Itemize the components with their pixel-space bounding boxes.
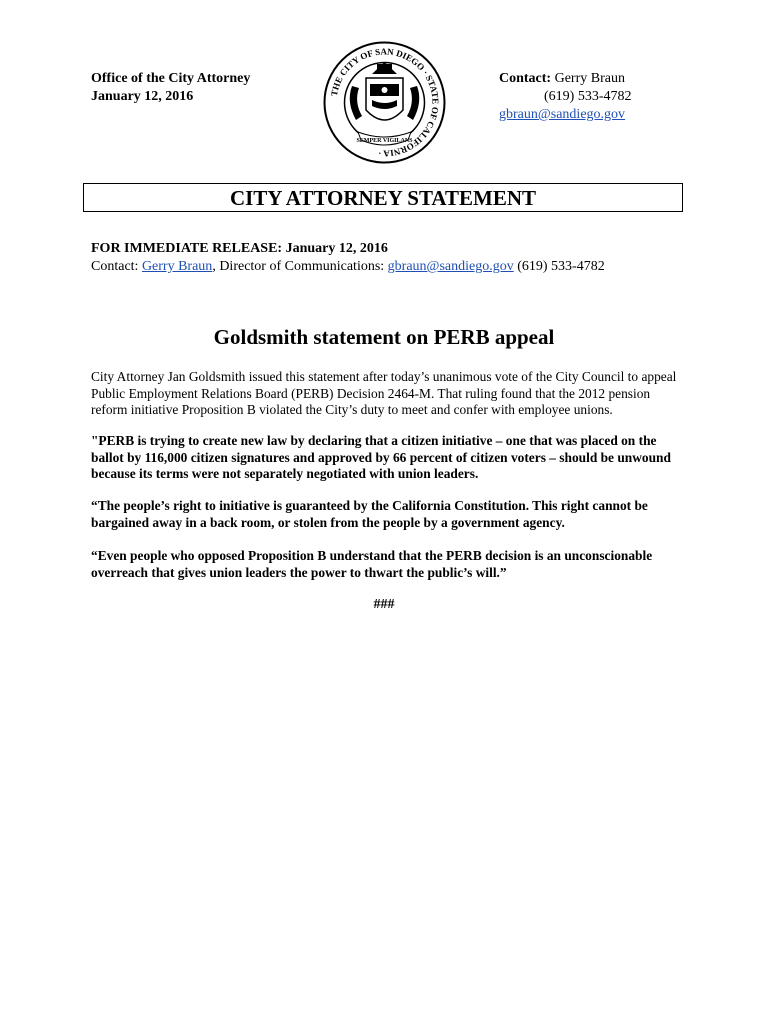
contact-name: Gerry Braun <box>554 71 625 86</box>
end-mark: ### <box>373 597 395 612</box>
seal-ring-text: THE CITY OF SAN DIEGO · STATE OF CALIFORNIA · <box>328 46 441 159</box>
release-label: FOR IMMEDIATE RELEASE: January 12, 2016 <box>91 241 388 256</box>
city-seal-icon <box>322 40 447 165</box>
page-title: CITY ATTORNEY STATEMENT <box>83 183 683 212</box>
release-contact-name-link[interactable]: Gerry Braun <box>141 259 213 274</box>
release-contact-email-link[interactable]: gbraun@sandiego.gov <box>387 259 514 274</box>
contact-email-link[interactable]: gbraun@sandiego.gov <box>499 107 626 122</box>
release-contact-middle: , Director of Communications: <box>212 259 388 274</box>
release-contact-prefix: Contact: <box>91 259 142 274</box>
release-block <box>91 240 605 276</box>
quote-paragraph-3: “Even people who opposed Proposition B understand that the PERB decision is an unconscionable overreach that gives union leaders the power to thwart the public’s will.” <box>91 548 653 580</box>
seal-motto: SEMPER VIGILANS <box>356 138 413 144</box>
office-name: Office of the City Attorney <box>91 71 251 86</box>
release-contact-line <box>91 258 605 276</box>
contact-label: Contact: <box>499 71 552 86</box>
contact-line <box>499 70 632 88</box>
intro-paragraph: City Attorney Jan Goldsmith issued this statement after today’s unanimous vote of the City Council to appeal Public Employment Relations Board (PERB) Decision 2464-M. That ruling found that the 2012 pension reform initiative Proposition B violated the City’s duty to meet and confer with employee unions. <box>91 369 677 417</box>
quote-paragraph-1: "PERB is trying to create new law by declaring that a citizen initiative – one that was placed on the ballot by 116,000 citizen signatures and approved by 66 percent of citizen voters – should be unwound because its terms were not separately negotiated with union leaders. <box>91 433 671 481</box>
release-contact-phone: (619) 533-4782 <box>513 259 605 274</box>
header-left <box>91 70 250 106</box>
contact-phone: (619) 533-4782 <box>544 89 632 104</box>
quote-paragraph-2: “The people’s right to initiative is guaranteed by the California Constitution. This right cannot be bargained away in a back room, or stolen from the people by a government agency. <box>91 498 648 530</box>
header-contact <box>499 70 632 124</box>
header-date: January 12, 2016 <box>91 89 194 104</box>
headline: Goldsmith statement on PERB appeal <box>213 325 555 349</box>
